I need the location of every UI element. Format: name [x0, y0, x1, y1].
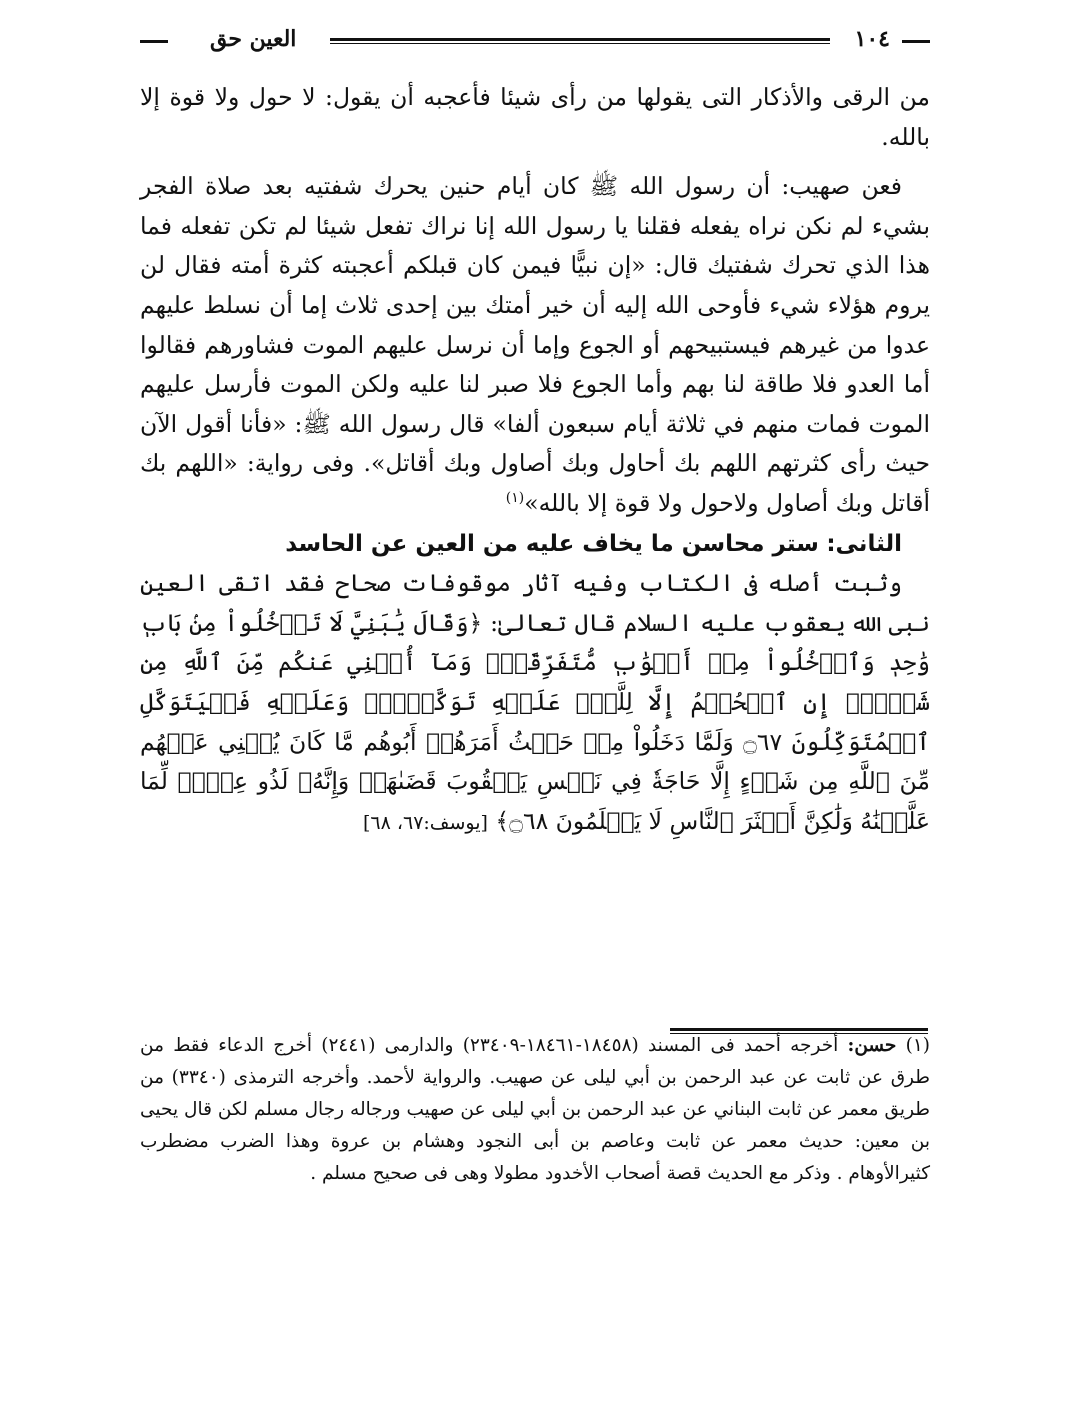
main-text: [140, 78, 930, 843]
subheading: [140, 524, 930, 565]
subheading-text: ستر محاسن ما يخاف عليه من العين عن الحاسد: [285, 530, 819, 557]
subheading-label: الثانى:: [826, 530, 902, 557]
quran-verse: ﴿وَقَالَ يَٰبَنِيَّ لَا تَدۡخُلُواْ مِنۢ بَابٖ وَٰحِدٖ وَٱدۡخُلُواْ مِنۡ أَبۡوَٰبٖ مُّتَفَرِّقَةٖۖ وَمَآ أُغۡنِي عَنكُم مِّنَ ٱللَّهِ مِن شَيۡءٍۖ إِنِ ٱلۡحُكۡمُ إِلَّا لِلَّهِۖ عَلَيۡهِ تَوَكَّلۡتُۖ وَعَلَيۡهِ فَلۡيَتَوَكَّلِ ٱلۡمُتَوَكِّلُونَ ۝٦٧ وَلَمَّا دَخَلُواْ مِنۡ حَيۡثُ أَمَرَهُمۡ أَبُوهُم مَّا كَانَ يُغۡنِي عَنۡهُم مِّنَ ٱللَّهِ مِن شَيۡءٍ إِلَّا حَاجَةٗ فِي نَفۡسِ يَعۡقُوبَ قَضَىٰهَاۚ وَإِنَّهُۥ لَذُو عِلۡمٖ لِّمَا عَلَّمۡنَٰهُ وَلَٰكِنَّ أَكۡثَرَ ٱلنَّاسِ لَا يَعۡلَمُونَ ۝٦٨﴾: [140, 608, 930, 835]
footnote: [140, 1030, 930, 1190]
page-number: ١٠٤: [854, 26, 890, 52]
running-title: العين حق: [210, 26, 297, 52]
footnote-text: أخرجه أحمد فى المسند (١٨٤٥٨-١٨٤٦١-٢٣٤٠٩) والدارمى (٢٤٤١) أخرج الدعاء فقط من طرق عن ثابت عن عبد الرحمن بن أبي ليلى عن صهيب. والرواية لأحمد. وأخرجه الترمذى (٣٣٤٠) من طريق معمر عن ثابت البناني عن عبد الرحمن بن أبي ليلى عن صهيب ورجاله رجال مسلم لكن قال يحيى بن معين: حديث معمر عن ثابت وعاصم بن أبى النجود وهشام بن عروة وهذا الضرب مضطرب كثيرالأوهام . وذكر مع الحديث قصة أصحاب الأخدود مطولا وهى فى صحيح مسلم .: [140, 1035, 930, 1184]
footnote-marker-label: (١): [905, 1035, 930, 1056]
footnote-grade: حسن:: [847, 1035, 897, 1056]
paragraph-2-text: فعن صهيب: أن رسول الله ﷺ كان أيام حنين يحرك شفتيه بعد صلاة الفجر بشيء لم نكن نراه يفعله فقلنا يا رسول الله إنا نراك تفعل شيئا لم تكن تفعله فما هذا الذي تحرك شفتيك قال: «إن نبيًّا فيمن كان قبلكم أعجبته كثرة أمته فقال لن يروم هؤلاء شيء فأوحى الله إليه أن خير أمتك بين إحدى ثلاث إما أن نسلط عليهم عدوا من غيرهم فيستبيحهم أو الجوع وإما أن نرسل عليهم الموت فشاورهم فقالوا أما العدو فلا طاقة لنا بهم وأما الجوع فلا صبر لنا عليه ولكن الموت فأرسل عليهم الموت فمات منهم في ثلاثة أيام سبعون ألفا» قال رسول الله ﷺ: «فأنا أقول الآن حيث رأى كثرتهم اللهم بك أحاول وبك أصاول وبك أقاتل». وفى رواية: «اللهم بك أقاتل وبك أصاول ولاحول ولا قوة إلا بالله»: [140, 172, 930, 517]
header-rule-right: [902, 40, 930, 43]
paragraph-3-intro: وثبت أصله فى الكتاب وفيه آثار موقوفات صحاح فقد اتقى العين نبى الله يعقوب عليه السلام قال تعالىٰ:: [140, 569, 930, 637]
paragraph-3: [140, 564, 930, 843]
quran-reference: [يوسف:٦٧، ٦٨]: [362, 811, 488, 834]
footnote-marker[interactable]: (١): [505, 490, 525, 507]
paragraph-2: [140, 167, 930, 523]
header-rule-left: [140, 40, 168, 43]
paragraph-1: من الرقى والأذكار التى يقولها من رأى شيئا فأعجبه أن يقول: لا حول ولا قوة إلا بالله.: [140, 83, 930, 151]
header-rule: [330, 38, 830, 44]
page-header: [140, 22, 930, 62]
